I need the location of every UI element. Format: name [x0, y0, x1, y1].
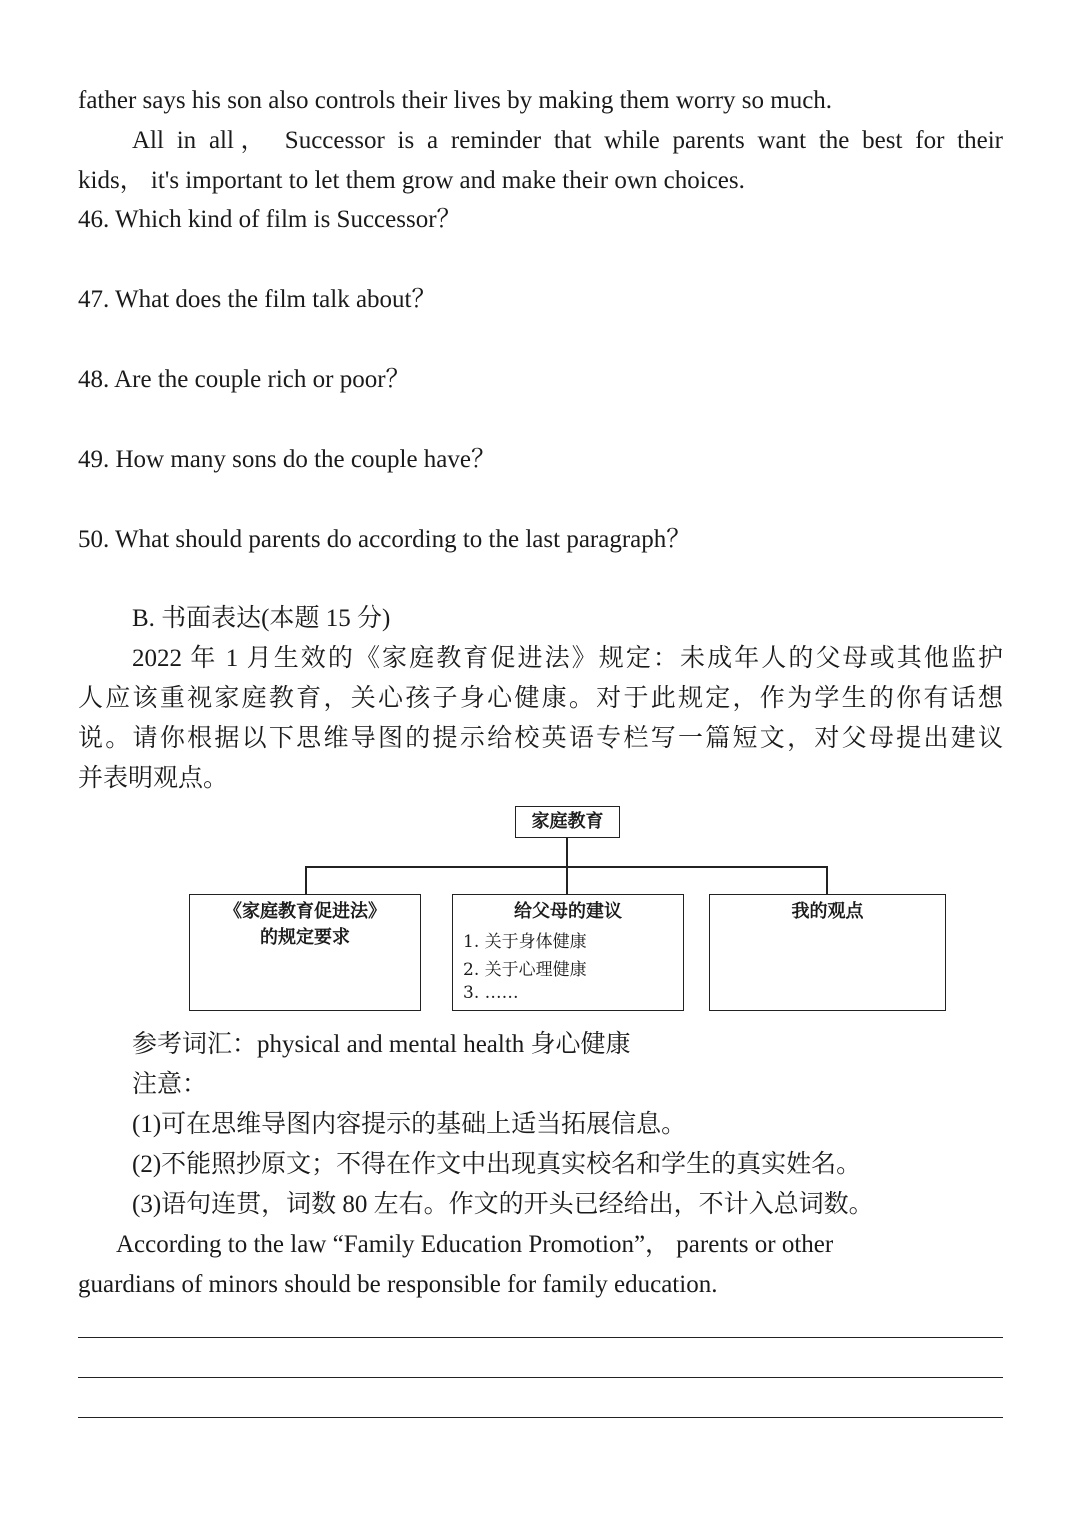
left-box-title-2: 的规定要求 [260, 927, 350, 948]
middle-box-title: 给父母的建议 [514, 901, 622, 922]
answer-line-2[interactable] [78, 1377, 1003, 1378]
suggestion-item-3: 3. …… [463, 983, 519, 1003]
section-b-heading: B. 书面表达(本题 15 分) [132, 605, 391, 632]
vocab-note: 参考词汇：physical and mental health 身心健康 [132, 1031, 631, 1058]
mind-map-root: 家庭教育 [515, 806, 620, 838]
question-46: 46. Which kind of film is Successor？ [78, 206, 462, 233]
connector-root-down [566, 838, 568, 867]
suggestion-item-2: 2. 关于心理健康 [463, 960, 587, 980]
note-1: (1)可在思维导图内容提示的基础上适当拓展信息。 [132, 1111, 687, 1138]
question-50: 50. What should parents do according to the last paragraph？ [78, 526, 692, 553]
connector-left [305, 866, 307, 894]
prompt-line-2: 人应该重视家庭教育，关心孩子身心健康。对于此规定，作为学生的你有话想 [78, 685, 1003, 712]
note-2: (2)不能照抄原文；不得在作文中出现真实校名和学生的真实姓名。 [132, 1151, 862, 1178]
passage-line-3: kids， it's important to let them grow and make their own choices. [78, 167, 745, 194]
mind-map-right-box [709, 894, 946, 1011]
suggestion-item-1: 1. 关于身体健康 [463, 932, 587, 952]
passage-line-1: father says his son also controls their lives by making them worry so much. [78, 87, 833, 114]
passage-line-2: All in all， Successor is a reminder that while parents want the best for their [132, 127, 1003, 154]
note-3: (3)语句连贯，词数 80 左右。作文的开头已经给出，不计入总词数。 [132, 1191, 874, 1218]
connector-right [826, 866, 828, 894]
attention-label: 注意： [132, 1071, 208, 1098]
mind-map-left-box [189, 894, 421, 1011]
prompt-line-1: 2022 年 1 月生效的《家庭教育促进法》规定：未成年人的父母或其他监护 [132, 645, 1003, 672]
essay-start-line-1: According to the law “Family Education Promotion”， parents or other [116, 1231, 834, 1258]
essay-start-line-2: guardians of minors should be responsible for family education. [78, 1271, 718, 1298]
mind-map-middle-box [452, 894, 684, 1011]
answer-line-1[interactable] [78, 1337, 1003, 1338]
prompt-line-3: 说。请你根据以下思维导图的提示给校英语专栏写一篇短文，对父母提出建议 [78, 725, 1003, 752]
answer-line-3[interactable] [78, 1417, 1003, 1418]
left-box-title-1: 《家庭教育促进法》 [224, 901, 386, 922]
prompt-line-4: 并表明观点。 [78, 765, 229, 792]
connector-middle [566, 866, 568, 894]
question-47: 47. What does the film talk about？ [78, 286, 437, 313]
question-49: 49. How many sons do the couple have？ [78, 446, 496, 473]
right-box-title: 我的观点 [791, 901, 864, 922]
question-48: 48. Are the couple rich or poor？ [78, 366, 411, 393]
